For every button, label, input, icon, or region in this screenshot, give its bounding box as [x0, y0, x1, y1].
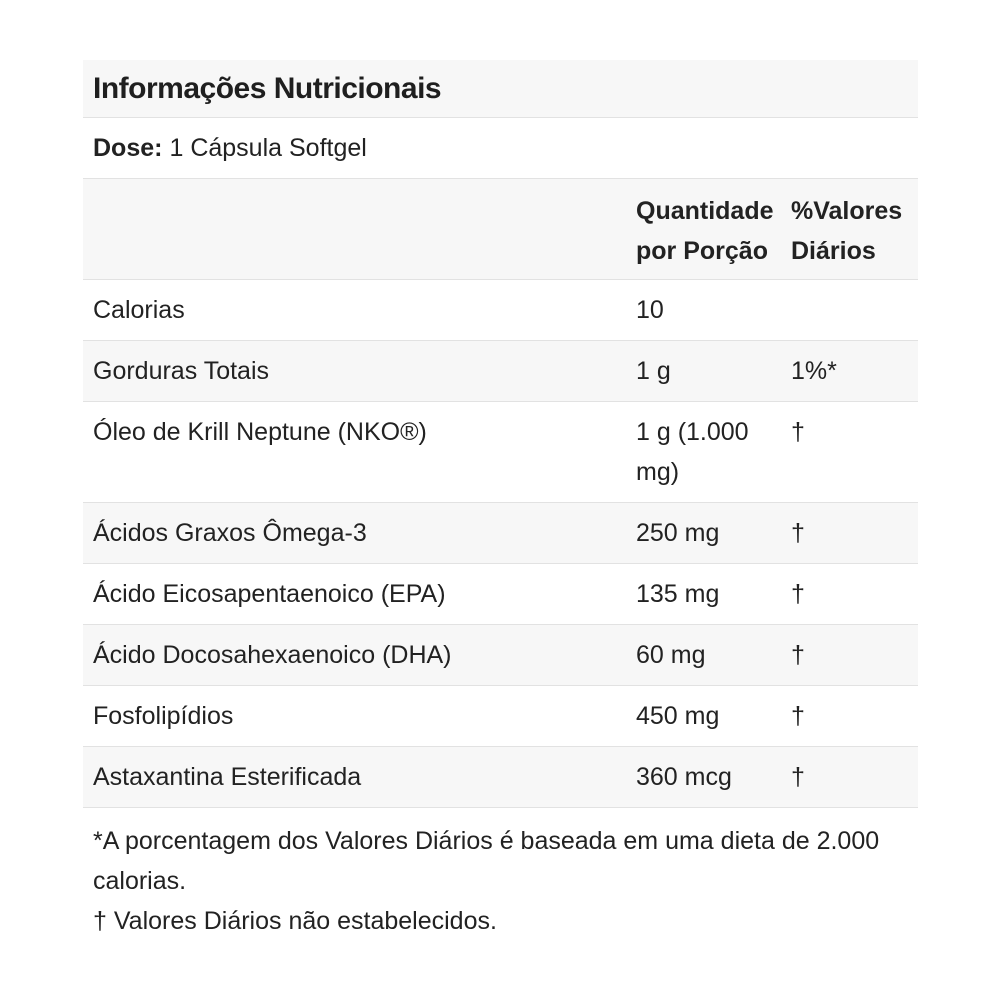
- nutrient-name: Astaxantina Esterificada: [83, 747, 626, 808]
- nutrient-amount: 1 g (1.000 mg): [626, 402, 787, 503]
- nutrient-name: Ácido Eicosapentaenoico (EPA): [83, 564, 626, 625]
- nutrient-amount: 360 mcg: [626, 747, 787, 808]
- nutrient-amount: 1 g: [626, 341, 787, 402]
- table-row: [83, 341, 918, 402]
- table-row: [83, 625, 918, 686]
- column-header-nutrient: [83, 179, 626, 280]
- dose-value: 1 Cápsula Softgel: [169, 133, 367, 162]
- nutrient-name: Ácido Docosahexaenoico (DHA): [83, 625, 626, 686]
- nutrient-name: Óleo de Krill Neptune (NKO®): [83, 402, 626, 503]
- nutrient-name: Fosfolipídios: [83, 686, 626, 747]
- nutrient-daily-value: †: [787, 564, 918, 625]
- table-header-row: [83, 179, 918, 280]
- nutrient-daily-value: †: [787, 686, 918, 747]
- nutrient-daily-value: †: [787, 402, 918, 503]
- nutrient-name: Gorduras Totais: [83, 341, 626, 402]
- nutrient-daily-value: †: [787, 747, 918, 808]
- table-row: [83, 686, 918, 747]
- column-header-amount: Quantidade por Porção: [626, 179, 787, 280]
- page-title: Informações Nutricionais: [93, 71, 442, 105]
- nutrient-amount: 250 mg: [626, 503, 787, 564]
- table-row: [83, 280, 918, 341]
- column-header-daily-value: %Valores Diários: [787, 179, 918, 280]
- nutrient-daily-value: †: [787, 625, 918, 686]
- nutrient-name: Calorias: [83, 280, 626, 341]
- not-established-footnote: † Valores Diários não estabelecidos.: [93, 907, 497, 935]
- nutrient-amount: 10: [626, 280, 787, 341]
- nutrient-amount: 450 mg: [626, 686, 787, 747]
- dose-label: Dose:: [93, 133, 163, 162]
- table-row: [83, 402, 918, 503]
- dose-row: [83, 118, 918, 179]
- nutrient-name: Ácidos Graxos Ômega-3: [83, 503, 626, 564]
- nutrient-daily-value: †: [787, 503, 918, 564]
- nutrition-facts-panel: [83, 60, 918, 941]
- title-row: [83, 60, 918, 118]
- daily-value-footnote: *A porcentagem dos Valores Diários é baseada em uma dieta de 2.000 calorias.: [93, 827, 880, 895]
- footnotes: [83, 808, 918, 941]
- nutrient-daily-value: 1%*: [787, 341, 918, 402]
- nutrition-table: [83, 179, 918, 808]
- nutrient-daily-value: [787, 280, 918, 341]
- table-row: [83, 747, 918, 808]
- nutrient-amount: 60 mg: [626, 625, 787, 686]
- table-row: [83, 503, 918, 564]
- nutrient-amount: 135 mg: [626, 564, 787, 625]
- table-row: [83, 564, 918, 625]
